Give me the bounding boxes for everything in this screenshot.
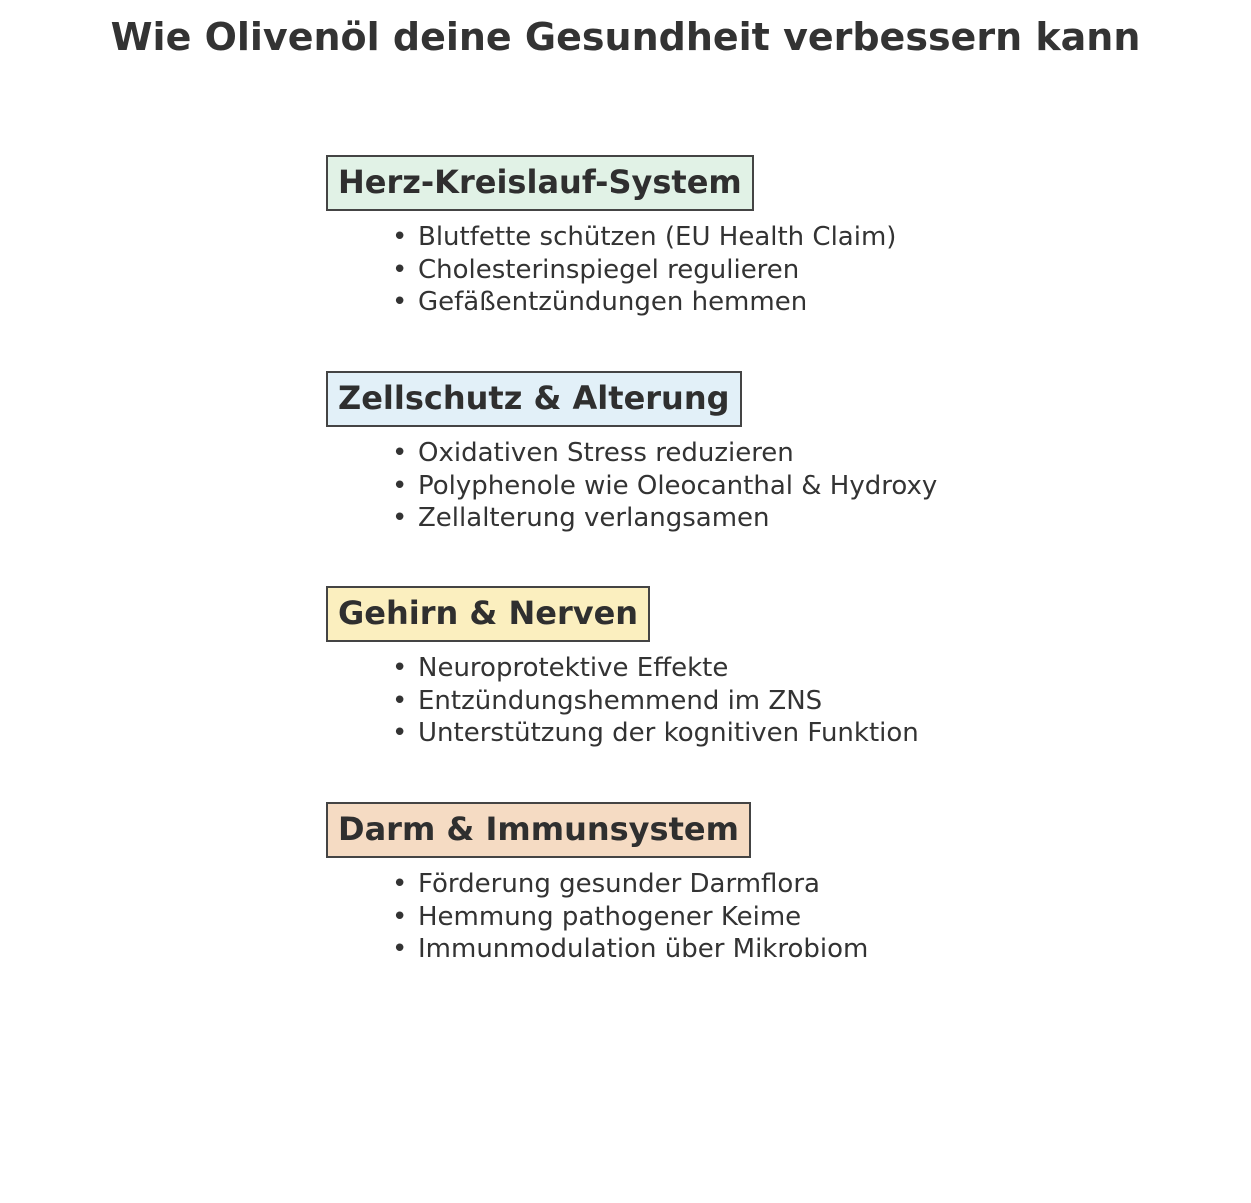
- section-cell: [326, 371, 937, 535]
- bullet-icon: •: [392, 438, 408, 468]
- section-header-gut: Darm & Immunsystem: [326, 802, 751, 858]
- list-item: • Neuroprotektive Effekte: [392, 653, 729, 683]
- section-brain: [326, 586, 919, 750]
- bullet-icon: •: [392, 287, 408, 317]
- bullet-icon: •: [392, 718, 408, 748]
- list-item: • Gefäßentzündungen hemmen: [392, 287, 808, 317]
- bullet-icon: •: [392, 685, 408, 716]
- section-header-brain: Gehirn & Nerven: [326, 586, 650, 642]
- list-item: • Hemmung pathogener Keime: [392, 901, 802, 932]
- bullet-list-brain: [392, 652, 919, 750]
- bullet-icon: •: [392, 934, 408, 964]
- bullet-icon: •: [392, 869, 408, 899]
- list-item: • Immunmodulation über Mikrobiom: [392, 934, 869, 964]
- bullet-icon: •: [392, 254, 408, 285]
- section-heart: [326, 155, 896, 319]
- list-item: • Blutfette schützen (EU Health Claim): [392, 222, 897, 252]
- bullet-icon: •: [392, 222, 408, 252]
- bullet-list-heart: [392, 221, 896, 319]
- bullet-icon: •: [392, 503, 408, 533]
- bullet-list-gut: [392, 868, 868, 966]
- list-item: • Polyphenole wie Oleocanthal & Hydroxy: [392, 470, 938, 501]
- bullet-icon: •: [392, 470, 408, 501]
- list-item: • Förderung gesunder Darmflora: [392, 869, 820, 899]
- section-header-heart: Herz-Kreislauf-System: [326, 155, 754, 211]
- page-title: Wie Olivenöl deine Gesundheit verbessern kann: [110, 15, 1141, 59]
- list-item: • Oxidativen Stress reduzieren: [392, 438, 794, 468]
- list-item: • Unterstützung der kognitiven Funktion: [392, 718, 919, 748]
- bullet-list-cell: [392, 437, 937, 535]
- section-header-cell: Zellschutz & Alterung: [326, 371, 742, 427]
- bullet-icon: •: [392, 901, 408, 932]
- list-item: • Zellalterung verlangsamen: [392, 503, 770, 533]
- list-item: • Entzündungshemmend im ZNS: [392, 685, 823, 716]
- bullet-icon: •: [392, 653, 408, 683]
- list-item: • Cholesterinspiegel regulieren: [392, 254, 800, 285]
- section-gut: [326, 802, 868, 966]
